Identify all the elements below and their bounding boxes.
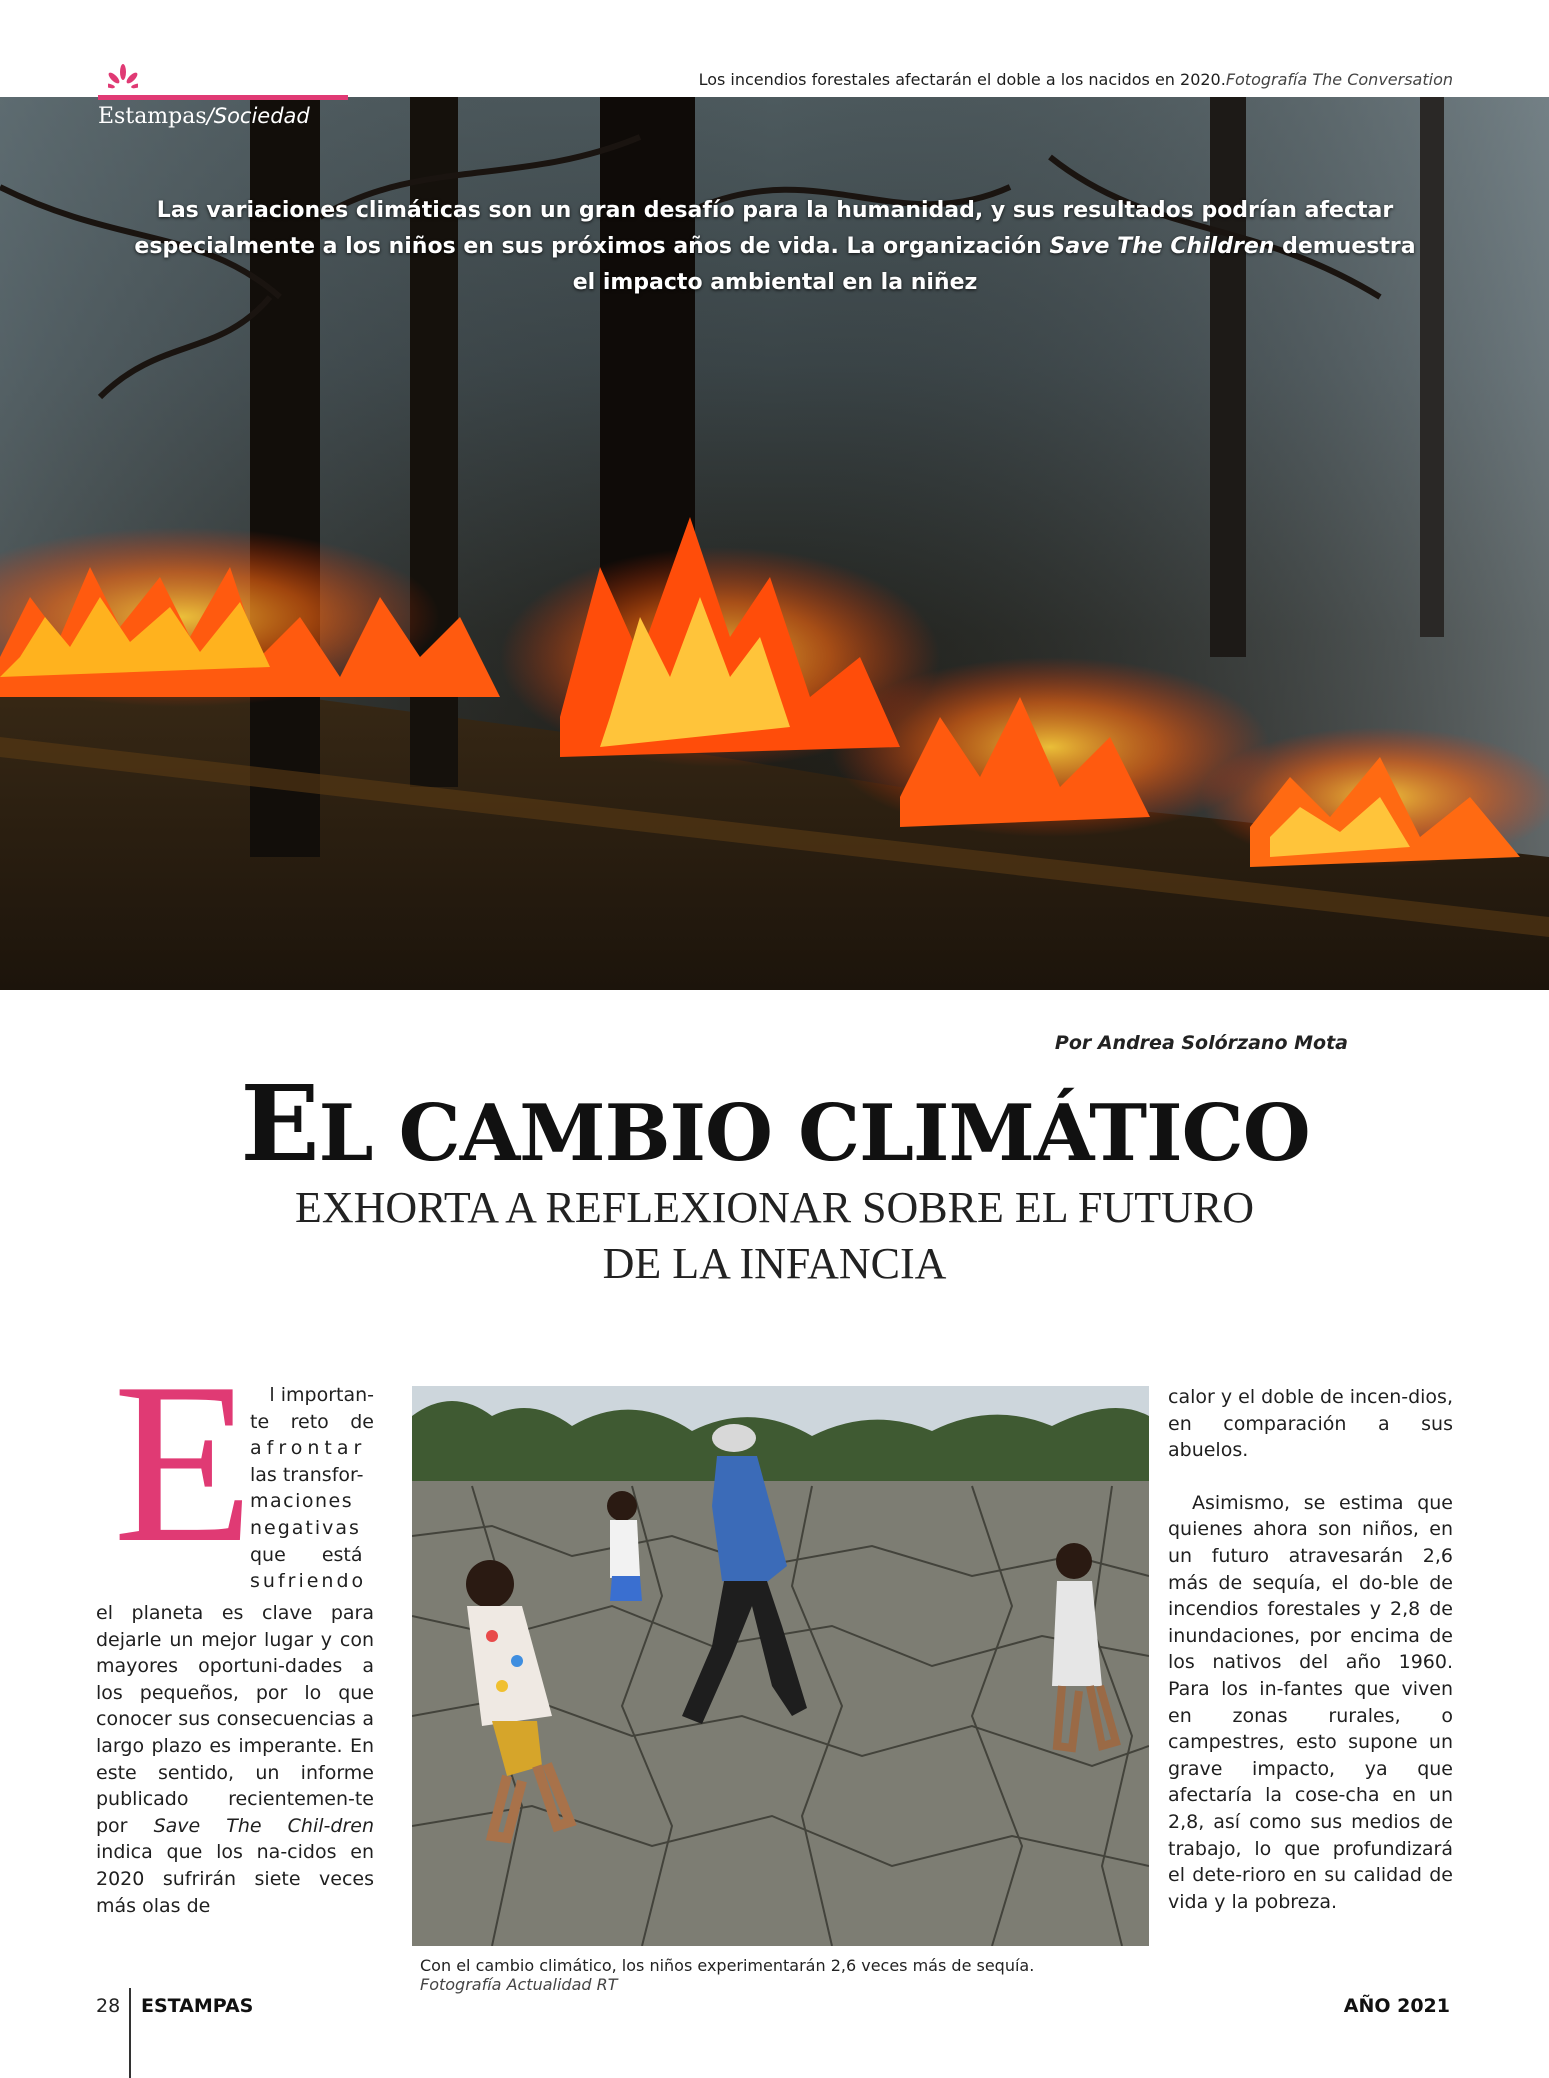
body-column-right xyxy=(1168,1384,1453,1915)
intro-line: las transfor- xyxy=(250,1463,364,1486)
intro-line: sufriendo xyxy=(250,1570,367,1593)
intro-line: afrontar xyxy=(250,1437,367,1460)
photo-caption xyxy=(420,1956,1034,1994)
body-paragraph xyxy=(96,1600,374,1919)
deck-line-2 xyxy=(130,229,1420,265)
photo-caption-credit: Fotografía Actualidad RT xyxy=(420,1975,618,1994)
article-deck xyxy=(130,193,1420,301)
subheadline xyxy=(180,1180,1369,1292)
deck-org-name: Save The Children xyxy=(1049,234,1275,259)
body-column-intro xyxy=(250,1382,374,1595)
section-name: Sociedad xyxy=(213,104,310,128)
brand-name: Estampas xyxy=(98,104,207,129)
drop-cap: E xyxy=(113,1335,254,1590)
footer-year: AÑO 2021 xyxy=(1343,1995,1450,2017)
byline: Por Andrea Solórzano Mota xyxy=(1054,1032,1348,1054)
headline xyxy=(40,1062,1510,1185)
intro-line: maciones xyxy=(250,1490,354,1513)
intro-line: negativas xyxy=(250,1516,361,1539)
body-paragraph: calor y el doble de incen-dios, en comparación a sus abuelos. xyxy=(1168,1386,1453,1462)
body-paragraph: Asimismo, se estima que quienes ahora son niños, en un futuro atravesarán 2,6 más de sequía, el do-ble de incendios forestales y 2,8 de inundaciones, por encima de los nativos del año 1960. Para los in-fantes que viven en zonas rurales, o campestres, esto supone un grave impacto, ya que afectaría la cose-cha en un 2,8, así como sus medios de trabajo, lo que profundizará el dete-rioro en su calidad de vida y la pobreza. xyxy=(1168,1491,1453,1913)
page-number: 28 xyxy=(96,1995,121,2017)
drought-illustration xyxy=(412,1386,1149,1946)
body-text: el planeta es clave para dejarle un mejor lugar y con mayores oportuni-dades a los pequeños, por lo que conocer sus consecuencias a largo plazo es imperante. En este sentido, un informe publicado recientemen-te por xyxy=(96,1602,374,1837)
subhead-line-2: DE LA INFANCIA xyxy=(602,1239,947,1288)
brand-flower-icon xyxy=(108,64,138,90)
deck-line-1: Las variaciones climáticas son un gran desafío para la humanidad, y sus resultados podrían afectar xyxy=(156,198,1394,223)
body-org-name: Save The Chil-dren xyxy=(153,1814,374,1837)
intro-line: l importan- xyxy=(269,1384,374,1406)
deck-line-2-before: especialmente a los niños en sus próximos años de vida. La organización xyxy=(134,234,1050,259)
deck-line-3: el impacto ambiental en la niñez xyxy=(572,270,978,295)
top-caption-text: Los incendios forestales afectarán el doble a los nacidos en 2020. xyxy=(698,70,1226,89)
subhead-line-1: EXHORTA A REFLEXIONAR SOBRE EL FUTURO xyxy=(294,1183,1255,1232)
top-photo-caption xyxy=(699,70,1453,89)
section-brand xyxy=(98,104,310,129)
top-caption-credit: Fotografía The Conversation xyxy=(1225,70,1453,89)
footer-rule xyxy=(129,1988,131,2078)
body-text: indica que los na-cidos en 2020 sufrirán siete veces más olas de xyxy=(96,1841,374,1917)
photo-caption-text: Con el cambio climático, los niños experimentarán 2,6 veces más de sequía. xyxy=(420,1956,1035,1975)
brand-accent-rule xyxy=(98,95,348,100)
drought-children-photo xyxy=(412,1386,1149,1946)
headline-initial: E xyxy=(240,1062,319,1185)
brand-separator: / xyxy=(206,104,214,128)
deck-line-2-after: demuestra xyxy=(1274,234,1416,259)
headline-rest: L CAMBIO CLIMÁTICO xyxy=(318,1088,1310,1179)
body-column-left xyxy=(96,1600,374,1919)
intro-line: que está xyxy=(250,1543,363,1566)
intro-line: te reto de xyxy=(250,1410,374,1433)
footer-magazine: ESTAMPAS xyxy=(141,1995,254,2017)
